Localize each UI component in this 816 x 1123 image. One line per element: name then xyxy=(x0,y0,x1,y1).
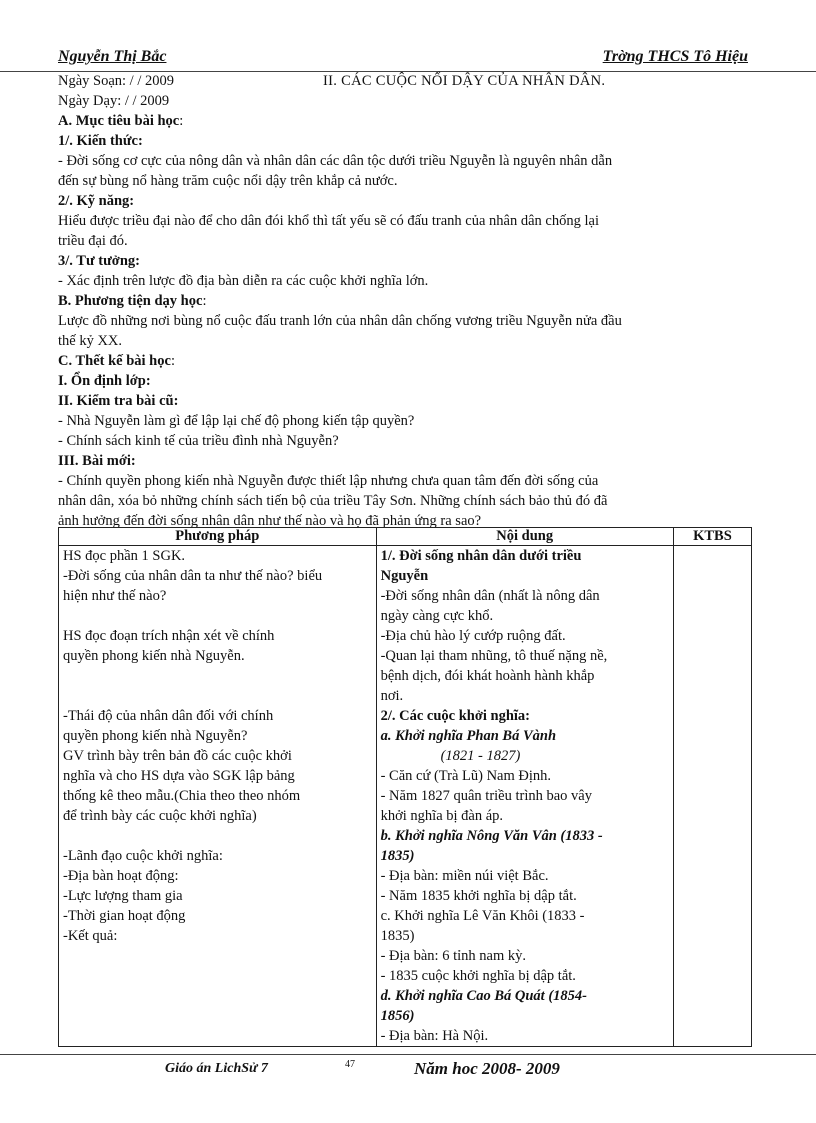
content-line: bệnh dịch, đói khát hoành hành khắp xyxy=(380,668,595,684)
body-line xyxy=(58,391,758,411)
body-line xyxy=(58,431,758,451)
line-text: - Chính quyền phong kiến nhà Nguyễn được thiết lập nhưng chưa quan tâm đến đời sống của xyxy=(58,473,599,489)
method-line xyxy=(63,826,372,846)
lesson-title: II. CÁC CUỘC NỔI DẬY CỦA NHÂN DÂN. xyxy=(323,73,606,89)
lesson-table xyxy=(58,527,752,1047)
content-line: nơi. xyxy=(380,688,404,704)
line-text: Lược đồ những nơi bùng nổ cuộc đấu tranh lớn của nhân dân chống vương triều Nguyễn nửa đầu xyxy=(58,313,622,329)
body-line xyxy=(58,471,758,491)
page-header xyxy=(58,48,748,70)
line-text: III. Bài mới: xyxy=(58,453,136,469)
content-line: - 1835 cuộc khởi nghĩa bị dập tắt. xyxy=(380,968,576,984)
content-line: d. Khởi nghĩa Cao Bá Quát (1854- xyxy=(380,988,587,1004)
line-text: B. Phương tiện dạy học xyxy=(58,293,203,309)
footer-year: Năm hoc 2008- 2009 xyxy=(414,1059,560,1078)
content-line: khởi nghĩa bị đàn áp. xyxy=(380,808,504,824)
content-line: - Năm 1827 quân triều trình bao vây xyxy=(380,788,592,804)
content-line: ngày càng cực khổ. xyxy=(380,608,494,624)
method-line: -Thời gian hoạt động xyxy=(63,908,186,924)
method-line: -Thái độ của nhân dân đối với chính xyxy=(63,708,274,724)
line-text: 3/. Tư tưởng: xyxy=(58,253,140,269)
method-line: GV trình bày trên bản đồ các cuộc khởi xyxy=(63,748,292,764)
line-text: nhân dân, xóa bỏ những chính sách tiến bộ của triều Tây Sơn. Những chính sách bảo thủ đó đã xyxy=(58,493,608,509)
line-text: A. Mục tiêu bài học xyxy=(58,113,180,129)
line-text: - Xác định trên lược đồ địa bàn diễn ra các cuộc khởi nghĩa lớn. xyxy=(58,273,429,289)
method-line: HS đọc đoạn trích nhận xét về chính xyxy=(63,628,275,644)
content-line: a. Khởi nghĩa Phan Bá Vành xyxy=(380,728,557,744)
line-text: 2/. Kỹ năng: xyxy=(58,193,135,209)
page-number: 47 xyxy=(345,1059,355,1070)
body-line xyxy=(58,131,758,151)
col-header-ktbs: KTBS xyxy=(673,528,751,546)
content-line: (1821 - 1827) xyxy=(440,748,521,764)
method-line: HS đọc phần 1 SGK. xyxy=(63,548,186,564)
body-line xyxy=(58,331,758,351)
body-line xyxy=(58,111,758,131)
content-line: - Địa bàn: miền núi việt Bắc. xyxy=(380,868,549,884)
line-text: II. Kiểm tra bài cũ: xyxy=(58,393,179,409)
line-text: ảnh hưởng đến đời sống nhân dân như thế nào và họ đã phản ứng ra sao? xyxy=(58,513,482,529)
body-line xyxy=(58,491,758,511)
content-line: -Quan lại tham nhũng, tô thuế nặng nề, xyxy=(380,648,608,664)
footer-subject: Giáo án LichSử 7 xyxy=(165,1061,268,1076)
body-line xyxy=(58,191,758,211)
line-text: C. Thết kế bài học xyxy=(58,353,171,369)
method-line: quyền phong kiến nhà Nguyễn. xyxy=(63,648,245,664)
method-line: -Lực lượng tham gia xyxy=(63,888,183,904)
method-line: thống kê theo mẫu.(Chia theo theo nhóm xyxy=(63,788,301,804)
method-line xyxy=(63,666,372,686)
line-text: thế kỷ XX. xyxy=(58,333,123,349)
author-name: Nguyễn Thị Bắc xyxy=(58,48,167,65)
method-line: quyền phong kiến nhà Nguyễn? xyxy=(63,728,248,744)
content-line: 1/. Đời sống nhân dân dưới triều xyxy=(380,548,582,564)
content-line: -Đời sống nhân dân (nhất là nông dân xyxy=(380,588,600,604)
method-line xyxy=(63,606,372,626)
col-header-content: Nội dung xyxy=(376,528,673,546)
content-line: - Năm 1835 khởi nghĩa bị dập tắt. xyxy=(380,888,577,904)
method-line: để trình bày các cuộc khởi nghĩa) xyxy=(63,808,257,824)
method-line: -Kết quả: xyxy=(63,928,118,944)
line-text: - Chính sách kinh tế của triều đình nhà Nguyễn? xyxy=(58,433,339,449)
body-line xyxy=(58,371,758,391)
line-text: - Đời sống cơ cực của nông dân và nhân dân các dân tộc dưới triều Nguyễn là nguyên nhân dẫn xyxy=(58,153,613,169)
content-line: Nguyễn xyxy=(380,568,429,584)
body-line xyxy=(58,151,758,171)
body-line xyxy=(58,451,758,471)
line-text: đến sự bùng nổ hàng trăm cuộc nổi dậy trên khắp cả nước. xyxy=(58,173,398,189)
date-day: Ngày Dạy: / / 2009 xyxy=(58,93,170,109)
line-text: - Nhà Nguyễn làm gì để lập lại chế độ phong kiến tập quyền? xyxy=(58,413,415,429)
date-soan-row xyxy=(58,71,758,91)
table-row xyxy=(59,546,752,1047)
page-footer xyxy=(0,1059,816,1083)
content-line: -Địa chủ hào lý cướp ruộng đất. xyxy=(380,628,566,644)
body-line xyxy=(58,291,758,311)
body-line xyxy=(58,211,758,231)
document-body xyxy=(58,71,758,531)
method-line: hiện như thế nào? xyxy=(63,588,167,604)
content-line: 1835) xyxy=(380,928,415,944)
method-line: -Lãnh đạo cuộc khởi nghĩa: xyxy=(63,848,223,864)
body-line xyxy=(58,231,758,251)
content-line: b. Khởi nghĩa Nông Văn Vân (1833 - xyxy=(380,828,603,844)
col-header-method: Phương pháp xyxy=(59,528,377,546)
method-line xyxy=(63,686,372,706)
content-line: - Căn cứ (Trà Lũ) Nam Định. xyxy=(380,768,552,784)
line-suffix: : xyxy=(179,113,184,129)
method-cell xyxy=(59,546,377,1047)
content-cell xyxy=(376,546,673,1047)
content-line: c. Khởi nghĩa Lê Văn Khôi (1833 - xyxy=(380,908,585,924)
line-text: triều đại đó. xyxy=(58,233,128,249)
body-line xyxy=(58,271,758,291)
method-line: -Đời sống của nhân dân ta như thế nào? biểu xyxy=(63,568,323,584)
body-lines xyxy=(58,111,758,531)
method-line: nghĩa và cho HS dựa vào SGK lập bảng xyxy=(63,768,295,784)
line-text: I. Ổn định lớp: xyxy=(58,373,151,389)
date-soan: Ngày Soạn: / / 2009 xyxy=(58,73,174,89)
line-suffix: : xyxy=(202,293,207,309)
table-header-row xyxy=(59,528,752,546)
content-line: 2/. Các cuộc khởi nghĩa: xyxy=(380,708,531,724)
method-line: -Địa bàn hoạt động: xyxy=(63,868,179,884)
body-line xyxy=(58,171,758,191)
content-line: 1856) xyxy=(380,1008,415,1024)
content-line: - Địa bàn: 6 tỉnh nam kỳ. xyxy=(380,948,526,964)
body-line xyxy=(58,411,758,431)
body-line xyxy=(58,311,758,331)
content-line: 1835) xyxy=(380,848,415,864)
content-line: - Địa bàn: Hà Nội. xyxy=(380,1028,489,1044)
body-line xyxy=(58,351,758,371)
line-suffix: : xyxy=(170,353,175,369)
line-text: 1/. Kiến thức: xyxy=(58,133,143,149)
school-name: Trờng THCS Tô Hiệu xyxy=(602,48,748,65)
footer-rule xyxy=(0,1054,816,1055)
body-line xyxy=(58,251,758,271)
ktbs-cell xyxy=(673,546,751,1047)
line-text: Hiểu được triều đại nào để cho dân đói khổ thì tất yếu sẽ có đấu tranh của nhân dân chống lại xyxy=(58,213,599,229)
